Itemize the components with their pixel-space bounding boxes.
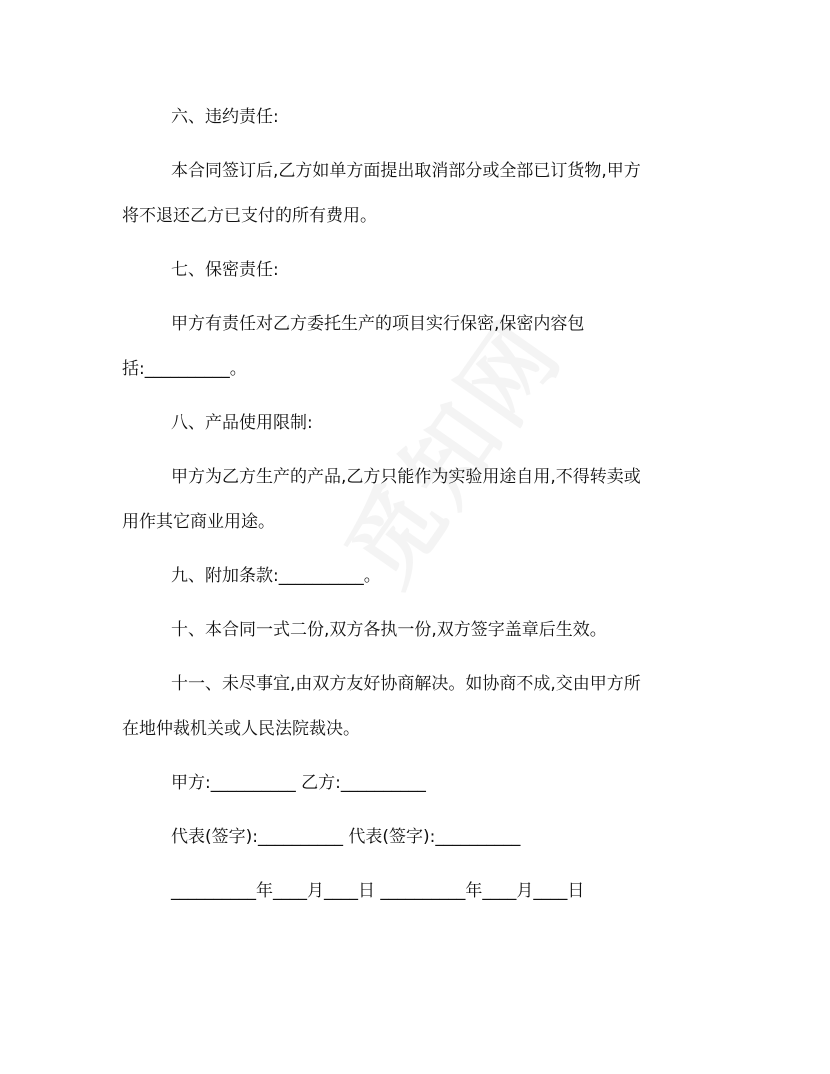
section-9-text: 九、附加条款:__________。: [171, 566, 381, 586]
section-11-text-line-2: 在地仲裁机关或人民法院裁决。: [122, 719, 360, 739]
section-6-text-line-2: 将不退还乙方已支付的所有费用。: [122, 206, 377, 226]
section-6-text-line-1: 本合同签订后,乙方如单方面提出取消部分或全部已订货物,甲方: [171, 161, 641, 181]
section-6-heading: 六、违约责任:: [171, 107, 279, 127]
party-names-line: 甲方:__________ 乙方:__________: [171, 773, 426, 793]
section-8-text-line-2: 用作其它商业用途。: [122, 512, 275, 532]
section-10-text: 十、本合同一式二份,双方各执一份,双方签字盖章后生效。: [171, 620, 607, 640]
section-8-text-line-1: 甲方为乙方生产的产品,乙方只能作为实验用途自用,不得转卖或: [171, 467, 641, 487]
section-7-heading: 七、保密责任:: [171, 260, 279, 280]
section-7-text-line-1: 甲方有责任对乙方委托生产的项目实行保密,保密内容包: [171, 314, 585, 334]
representative-signature-line: 代表(签字):__________ 代表(签字):__________: [171, 827, 521, 847]
section-8-heading: 八、产品使用限制:: [171, 413, 313, 433]
section-7-text-line-2: 括:__________。: [122, 359, 247, 379]
date-line: __________年____月____日 __________年____月____日: [171, 881, 585, 901]
section-11-text-line-1: 十一、未尽事宜,由双方友好协商解决。如协商不成,交由甲方所: [171, 674, 641, 694]
